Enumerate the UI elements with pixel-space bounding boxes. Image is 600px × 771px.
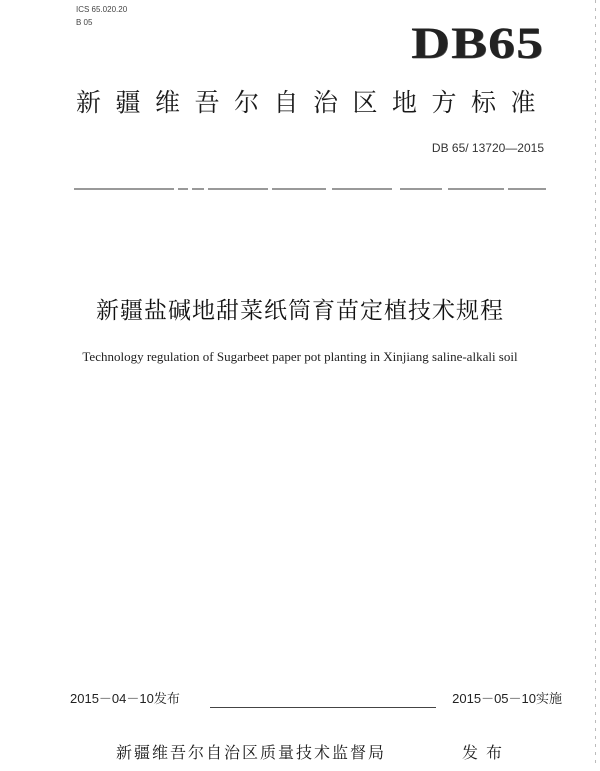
organization-title: 新疆维吾尔自治区地方标准	[76, 88, 551, 117]
date-divider	[210, 707, 436, 708]
ics-code: ICS 65.020.20	[76, 5, 128, 14]
ccs-code: B 05	[76, 18, 93, 27]
document-title-english: Technology regulation of Sugarbeet paper pot planting in Xinjiang saline-alkali soil	[82, 349, 518, 364]
issuing-authority: 新疆维吾尔自治区质量技术监督局	[116, 743, 387, 762]
header-divider	[74, 188, 546, 190]
document-title-chinese: 新疆盐碱地甜菜纸筒育苗定植技术规程	[96, 298, 504, 324]
implement-date: 2015－05－10实施	[452, 691, 562, 706]
publish-date: 2015－04－10发布	[70, 691, 180, 706]
page-edge	[595, 0, 596, 767]
standard-number: DB 65/ 13720—2015	[431, 141, 544, 155]
standard-logo: DB65	[410, 18, 544, 68]
issue-label: 发布	[462, 743, 511, 762]
